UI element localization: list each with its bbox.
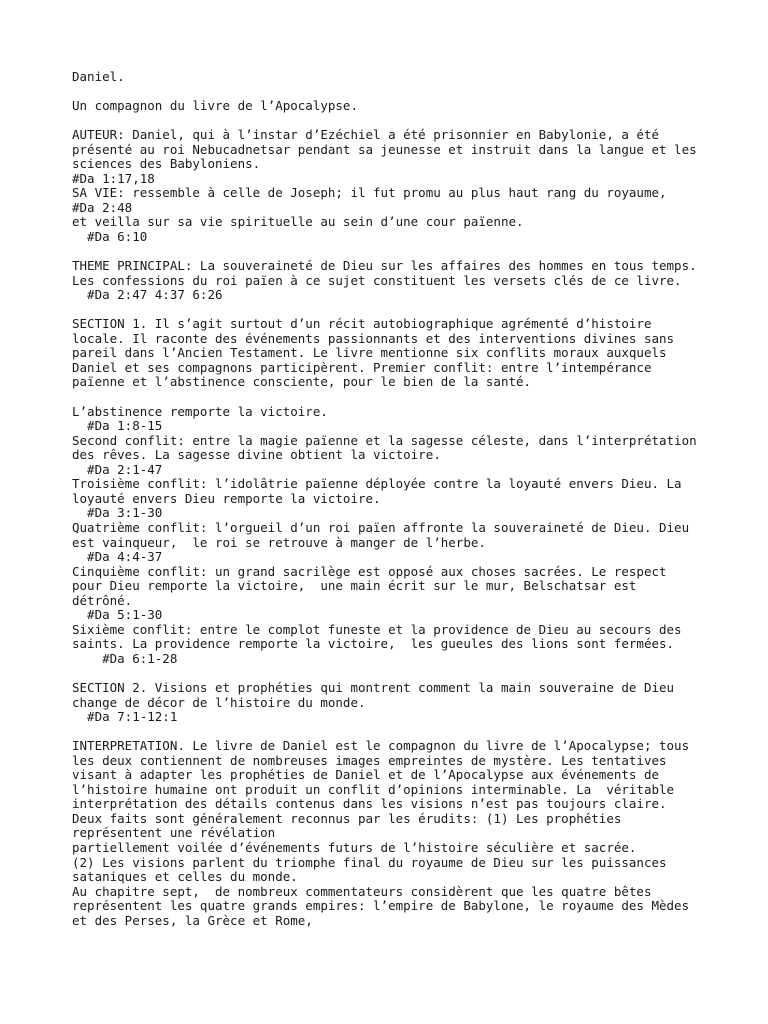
text-line: #Da 5:1-30	[72, 607, 163, 623]
text-line: sciences des Babyloniens.	[72, 156, 261, 172]
text-line: partiellement voilée d’événements futurs de l’histoire séculière et sacrée.	[72, 839, 637, 855]
text-line: Au chapitre sept, de nombreux commentateurs considèrent que les quatre bêtes	[72, 883, 652, 899]
text-line: Cinquième conflit: un grand sacrilège est opposé aux choses sacrées. Le respect	[72, 563, 667, 579]
text-line	[72, 725, 712, 740]
text-line: #Da 6:1-28	[72, 650, 178, 666]
text-line: #Da 2:1-47	[72, 461, 163, 477]
text-line: #Da 2:48	[72, 199, 133, 215]
text-line: L’abstinence remporte la victoire.	[72, 403, 328, 419]
text-line: pareil dans l’Ancien Testament. Le livre mentionne six conflits moraux auxquels	[72, 345, 667, 361]
text-line: Les confessions du roi païen à ce sujet constituent les versets clés de ce livre.	[72, 272, 682, 288]
document-body	[72, 70, 712, 928]
text-line: représentent une révélation	[72, 825, 276, 841]
text-line: #Da 1:8-15	[72, 418, 163, 434]
text-line: THEME PRINCIPAL: La souveraineté de Dieu sur les affaires des hommes en tous temps.	[72, 258, 697, 274]
text-line: SA VIE: ressemble à celle de Joseph; il fut promu au plus haut rang du royaume,	[72, 185, 667, 201]
text-line: des rêves. La sagesse divine obtient la victoire.	[72, 447, 441, 463]
text-line: locale. Il raconte des événements passionnants et des interventions divines sans	[72, 330, 675, 346]
text-line: Sixième conflit: entre le complot funeste et la providence de Dieu au secours des	[72, 621, 682, 637]
text-line: représentent les quatre grands empires: l’empire de Babylone, le royaume des Mèdes	[72, 898, 690, 914]
text-line: #Da 7:1-12:1	[72, 709, 178, 725]
text-line	[72, 666, 712, 681]
text-line: SECTION 1. Il s’agit surtout d’un récit autobiographique agrémenté d’histoire	[72, 316, 652, 332]
text-line	[72, 390, 712, 405]
text-line: AUTEUR: Daniel, qui à l’instar d’Ezéchiel a été prisonnier en Babylonie, a été	[72, 127, 659, 143]
text-line: visant à adapter les prophéties de Daniel et de l’Apocalypse aux événements de	[72, 767, 659, 783]
text-line: #Da 6:10	[72, 229, 148, 245]
text-line: païenne et l’abstinence consciente, pour le bien de la santé.	[72, 374, 532, 390]
text-line: détrôné.	[72, 592, 133, 608]
text-line: interprétation des détails contenus dans les visions n’est pas toujours claire.	[72, 796, 667, 812]
text-line: Troisième conflit: l’idolâtrie païenne déployée contre la loyauté envers Dieu. La	[72, 476, 682, 492]
text-line: pour Dieu remporte la victoire, une main écrit sur le mur, Belschatsar est	[72, 578, 637, 594]
text-line: sataniques et celles du monde.	[72, 869, 298, 885]
text-line: loyauté envers Dieu remporte la victoire.	[72, 490, 381, 506]
text-line: Second conflit: entre la magie païenne et la sagesse céleste, dans l’interprétation	[72, 432, 697, 448]
text-line: Deux faits sont généralement reconnus par les érudits: (1) Les prophéties	[72, 810, 622, 826]
text-line: Quatrième conflit: l’orgueil d’un roi païen affronte la souveraineté de Dieu. Dieu	[72, 519, 690, 535]
text-line: SECTION 2. Visions et prophéties qui montrent comment la main souveraine de Dieu	[72, 679, 675, 695]
text-line: Daniel.	[72, 69, 125, 84]
text-line: INTERPRETATION. Le livre de Daniel est le compagnon du livre de l’Apocalypse; tous	[72, 738, 690, 754]
text-line: saints. La providence remporte la victoire, les gueules des lions sont fermées.	[72, 636, 675, 652]
text-line: #Da 4:4-37	[72, 549, 163, 565]
text-line: Daniel et ses compagnons participèrent. Premier conflit: entre l’intempérance	[72, 359, 652, 375]
text-line	[72, 85, 712, 100]
text-line	[72, 114, 712, 129]
text-line: les deux contiennent de nombreuses images empreintes de mystère. Les tentatives	[72, 752, 667, 768]
text-line	[72, 303, 712, 318]
text-line: Un compagnon du livre de l’Apocalypse.	[72, 98, 358, 114]
text-line	[72, 245, 712, 260]
document-text	[72, 70, 712, 928]
text-line: est vainqueur, le roi se retrouve à manger de l’herbe.	[72, 534, 486, 550]
text-line: change de décor de l’histoire du monde.	[72, 694, 366, 710]
text-line: #Da 1:17,18	[72, 170, 155, 186]
text-line: (2) Les visions parlent du triomphe final du royaume de Dieu sur les puissances	[72, 854, 667, 870]
text-line: l’histoire humaine ont produit un conflit d’opinions interminable. La véritable	[72, 781, 675, 797]
text-line: présenté au roi Nebucadnetsar pendant sa jeunesse et instruit dans la langue et les	[72, 141, 697, 157]
text-line: et veilla sur sa vie spirituelle au sein d’une cour païenne.	[72, 214, 524, 230]
text-line: et des Perses, la Grèce et Rome,	[72, 912, 313, 928]
text-line: #Da 3:1-30	[72, 505, 163, 521]
text-line: #Da 2:47 4:37 6:26	[72, 287, 223, 303]
